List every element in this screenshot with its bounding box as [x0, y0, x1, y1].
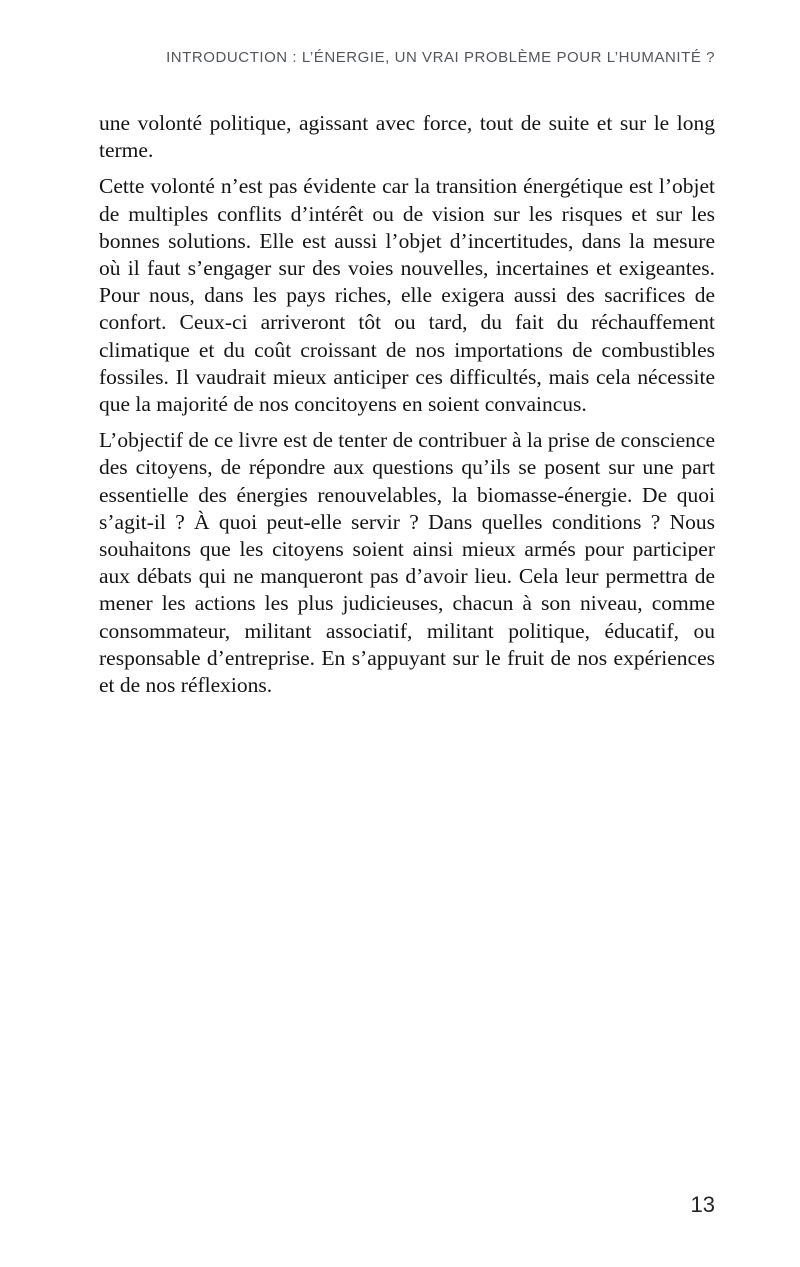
body-paragraph: une volonté politique, agissant avec force, tout de suite et sur le long terme. — [99, 111, 715, 163]
body-paragraph: Cette volonté n’est pas évidente car la transition énergétique est l’objet de multiples conflits d’intérêt ou de vision sur les risques et sur les bonnes solutions. Elle est aussi l’objet d’incertitudes, dans la mesure où il faut s’engager sur des voies nouvelles, incertaines et exigeantes. Pour nous, dans les pays riches, elle exigera aussi des sacrifices de confort. Ceux-ci arriveront tôt ou tard, du fait du réchauffement climatique et du coût croissant de nos importations de combustibles fossiles. Il vaudrait mieux anticiper ces difficultés, mais cela nécessite que la majorité de nos concitoyens en soient convaincus. — [99, 174, 715, 417]
body-paragraph: L’objectif de ce livre est de tenter de contribuer à la prise de conscience des citoyens, de répondre aux questions qu’ils se posent sur une part essentielle des énergies renouvelables, la biomasse-énergie. De quoi s’agit-il ? À quoi peut-elle servir ? Dans quelles conditions ? Nous souhaitons que les citoyens soient ainsi mieux armés pour participer aux débats qui ne manqueront pas d’avoir lieu. Cela leur permettra de mener les actions les plus judicieuses, chacun à son niveau, comme consommateur, militant associatif, militant politique, éducatif, ou responsable d’entreprise. En s’appuyant sur le fruit de nos expériences et de nos réflexions. — [99, 428, 715, 698]
running-head: INTRODUCTION : L’ÉNERGIE, UN VRAI PROBLÈME POUR L’HUMANITÉ ? — [166, 49, 715, 66]
page-number: 13 — [690, 1192, 715, 1217]
body-text-block — [99, 110, 715, 708]
